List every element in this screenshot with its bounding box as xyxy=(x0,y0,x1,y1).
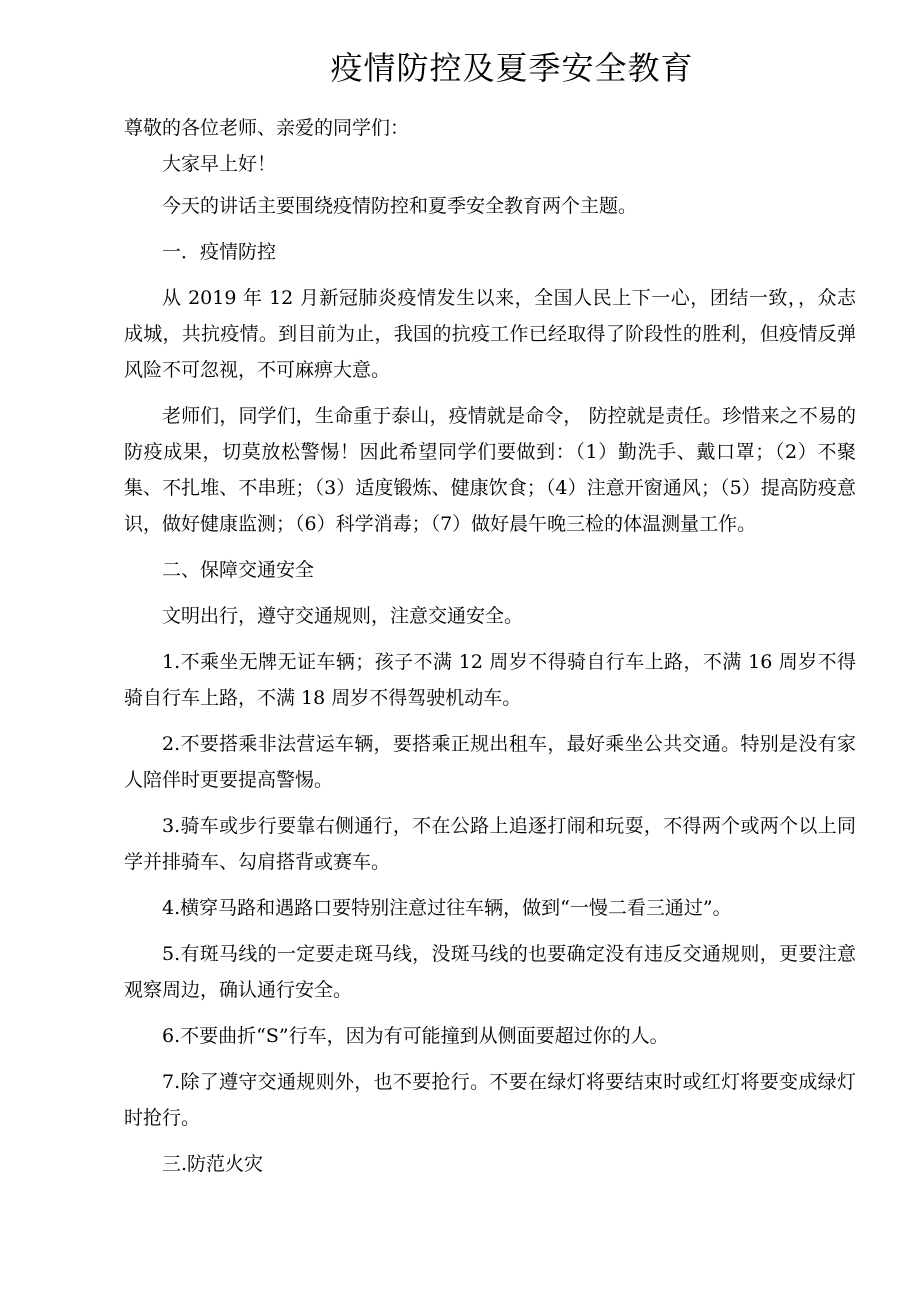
section-heading-epidemic: 一．疫情防控 xyxy=(162,241,277,263)
traffic-rule-5: 5.有斑马线的一定要走斑马线，没斑马线的也要确定没有违反交通规则，更要注意观察周边，确认通行安全。 xyxy=(124,943,856,1001)
intro-paragraph: 今天的讲话主要围绕疫情防控和夏季安全教育两个主题。 xyxy=(162,195,638,217)
section-heading-traffic: 二、保障交通安全 xyxy=(162,559,315,581)
traffic-rule-3: 3.骑车或步行要靠右侧通行，不在公路上追逐打闹和玩耍，不得两个或两个以上同学并排骑车、勾肩搭背或赛车。 xyxy=(124,815,856,873)
document-title: 疫情防控及夏季安全教育 xyxy=(330,49,694,87)
salutation: 尊敬的各位老师、亲爱的同学们： xyxy=(124,117,410,139)
section-heading-fire: 三.防范火灾 xyxy=(162,1153,264,1175)
traffic-rule-7: 7.除了遵守交通规则外，也不要抢行。不要在绿灯将要结束时或红灯将要变成绿灯时抢行。 xyxy=(124,1071,856,1129)
document-body xyxy=(124,110,856,1192)
traffic-rule-6: 6.不要曲折“S”行车，因为有可能撞到从侧面要超过你的人。 xyxy=(162,1025,669,1047)
traffic-rule-2: 2.不要搭乘非法营运车辆，要搭乘正规出租车，最好乘坐公共交通。特别是没有家人陪伴时更要提高警惕。 xyxy=(124,733,856,791)
epidemic-paragraph-2: 老师们，同学们，生命重于泰山，疫情就是命令， 防控就是责任。珍惜来之不易的防疫成果，切莫放松警惕！因此希望同学们要做到：（1）勤洗手、戴口罩；（2）不聚集、不扎堆、不串班；（3）适度锻炼、健康饮食；（4）注意开窗通风；（5）提高防疫意识，做好健康监测；（6）科学消毒；（7）做好晨午晚三检的体温测量工作。 xyxy=(124,405,856,535)
epidemic-paragraph-1: 从 2019 年 12 月新冠肺炎疫情发生以来，全国人民上下一心，团结一致，，众志成城，共抗疫情。到目前为止，我国的抗疫工作已经取得了阶段性的胜利，但疫情反弹风险不可忽视，不可麻痹大意。 xyxy=(124,287,856,381)
traffic-rule-1: 1.不乘坐无牌无证车辆；孩子不满 12 周岁不得骑自行车上路，不满 16 周岁不得骑自行车上路，不满 18 周岁不得驾驶机动车。 xyxy=(124,651,856,709)
greeting: 大家早上好！ xyxy=(162,153,277,175)
traffic-intro: 文明出行，遵守交通规则，注意交通安全。 xyxy=(162,605,524,627)
traffic-rule-4: 4.横穿马路和遇路口要特别注意过往车辆，做到“一慢二看三通过”。 xyxy=(162,897,732,919)
